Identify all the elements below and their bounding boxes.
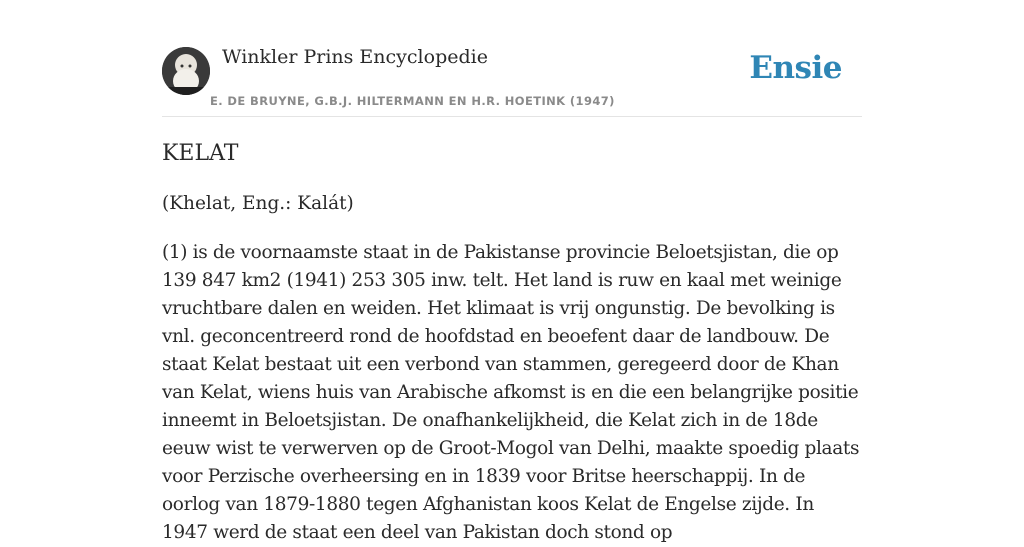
author-portrait-avatar bbox=[162, 47, 210, 95]
portrait-image bbox=[162, 47, 210, 95]
page-content bbox=[162, 0, 862, 543]
article-subtitle: (Khelat, Eng.: Kalát) bbox=[162, 193, 354, 214]
article-title: KELAT bbox=[162, 141, 239, 166]
authors-line: E. DE BRUYNE, G.B.J. HILTERMANN EN H.R. HOETINK (1947) bbox=[210, 94, 615, 108]
brand-logo-link[interactable]: Ensie bbox=[749, 50, 842, 86]
site-header bbox=[162, 0, 862, 117]
encyclopedia-title[interactable]: Winkler Prins Encyclopedie bbox=[222, 46, 488, 68]
article-body: (1) is de voornaamste staat in de Pakistanse provincie Beloetsjistan, die op 139 847 km2 (1941) 253 305 inw. telt. Het land is ruw en kaal met weinige vruchtbare dalen en weiden. Het klimaat is vrij ongunstig. De bevolking is vnl. geconcentreerd rond de hoofdstad en beoefent daar de landbouw. De staat Kelat bestaat uit een verbond van stammen, geregeerd door de Khan van Kelat, wiens huis van Arabische afkomst is en die een belangrijke positie inneemt in Beloetsjistan. De onafhankelijkheid, die Kelat zich in de 18de eeuw wist te verwerven op de Groot-Mogol van Delhi, maakte spoedig plaats voor Perzische overheersing en in 1839 voor Britse heerschappij. In de oorlog van 1879-1880 tegen Afghanistan koos Kelat de Engelse zijde. In 1947 werd de staat een deel van Pakistan doch stond op bbox=[162, 242, 860, 543]
